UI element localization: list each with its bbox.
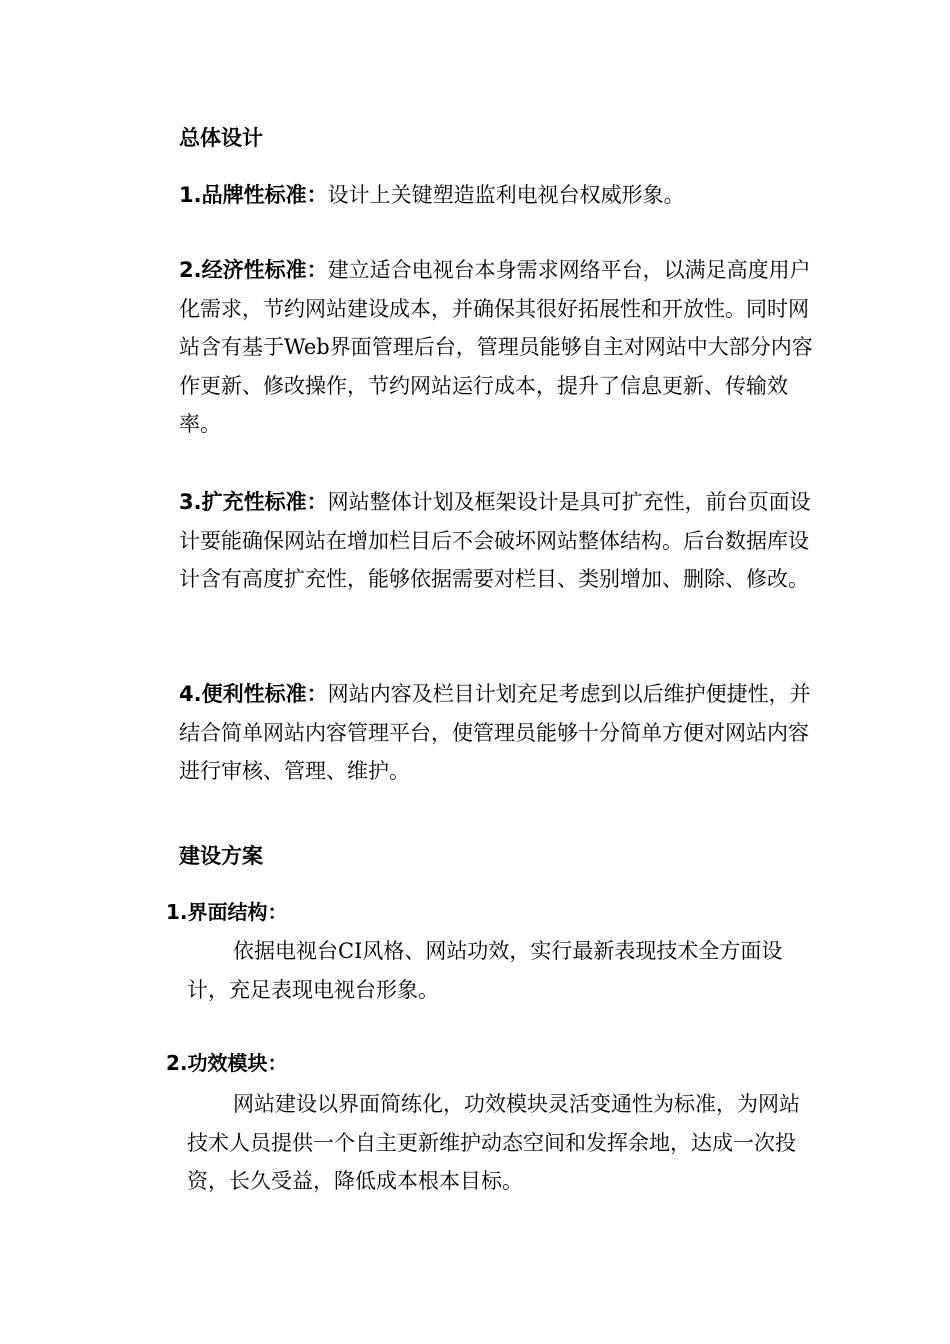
item-text: 建立适合电视台本身需求网络平台，以满足高度用户化需求，节约网站建设成本，并确保其很好拓展性和开放性。同时网站含有基于Web界面管理后台，管理员能够自主对网站中大部分内容作更新、修改操作，节约网站运行成本，提升了信息更新、传输效率。 [179,258,813,436]
item-lead: 1.品牌性标准： [179,183,328,207]
section-title-construction-plan: 建设方案 [179,844,263,868]
standard-item-economy [179,251,829,444]
sub-heading-interface-structure: 1.界面结构： [166,900,288,924]
item-lead: 4.便利性标准： [179,682,328,706]
standard-item-convenience [179,675,829,791]
item-text: 网站整体计划及框架设计是具可扩充性，前台页面设计要能确保网站在增加栏目后不会破坏网站整体结构。后台数据库设计含有高度扩充性，能够依据需要对栏目、类别增加、删除、修改。 [179,490,811,591]
item-text: 设计上关键塑造监利电视台权威形象。 [327,183,685,207]
paragraph-function-modules: 网站建设以界面简练化，功效模块灵活变通性为标准，为网站技术人员提供一个自主更新维护动态空间和发挥余地，达成一次投资，长久受益，降低成本根本目标。 [187,1092,800,1193]
item-lead: 3.扩充性标准： [179,490,328,514]
sub-heading-function-modules: 2.功效模块： [166,1051,288,1075]
standard-item-brand [179,176,829,215]
item-text: 网站内容及栏目计划充足考虑到以后维护便捷性，并结合简单网站内容管理平台，使管理员能够十分简单方便对网站内容进行审核、管理、维护。 [179,682,811,783]
standard-item-extensibility [179,483,829,599]
paragraph-interface-structure: 依据电视台CI风格、网站功效，实行最新表现技术全方面设计，充足表现电视台形象。 [187,939,783,1002]
item-lead: 2.经济性标准： [179,258,328,282]
section-title-overall-design: 总体设计 [179,126,263,150]
